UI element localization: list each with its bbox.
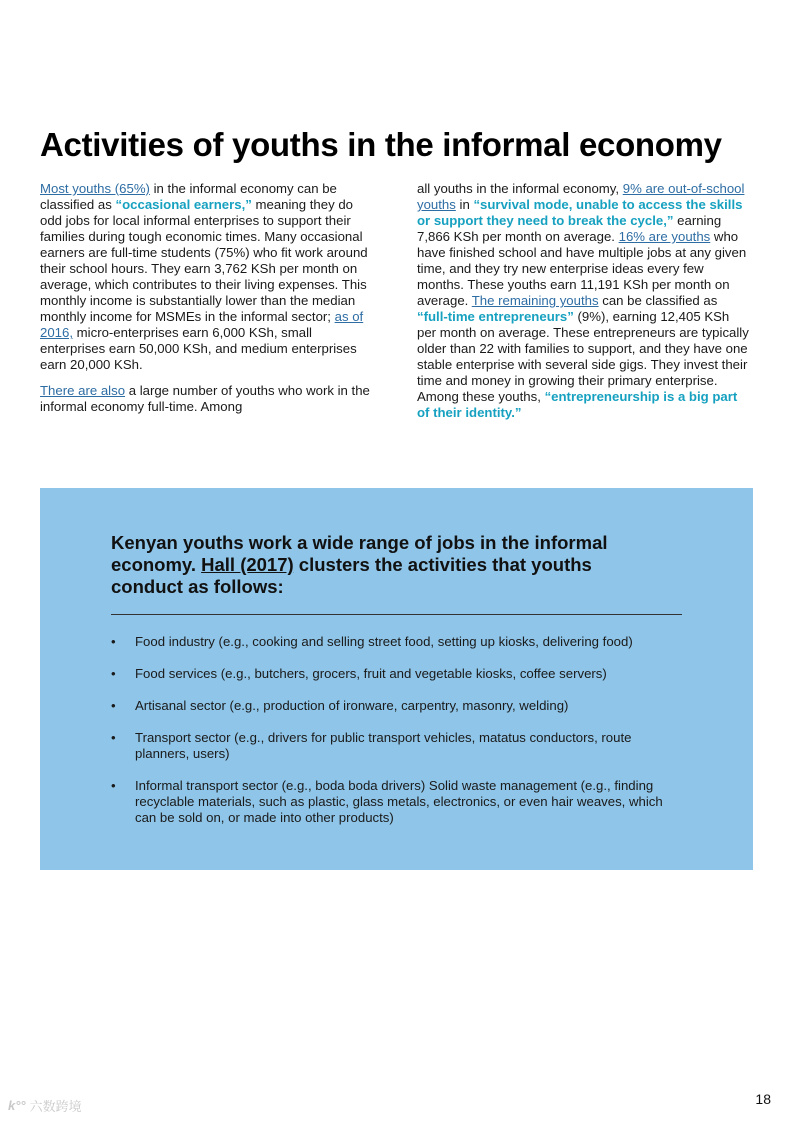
link-most-youths[interactable]: Most youths (65%): [40, 181, 150, 196]
list-item-text: Informal transport sector (e.g., boda boda drivers) Solid waste management (e.g., finding recyclable materials, such as plastic, glass metals, electronics, or even hair weaves, which can be sold on, or made into other products): [135, 778, 663, 825]
link-as-of-2016[interactable]: as of 2016,: [40, 309, 364, 340]
text: Kenyan youths work a wide range of jobs in the informal economy.: [111, 532, 608, 575]
paragraph-full-time: [40, 383, 375, 415]
list-item-text: Food services (e.g., butchers, grocers, fruit and vegetable kiosks, coffee servers): [135, 666, 607, 681]
list-item: [111, 730, 686, 762]
text: clusters the activities that youths conduct as follows:: [111, 554, 592, 597]
bullet: •: [111, 666, 116, 681]
page-title: Activities of youths in the informal economy: [40, 126, 722, 163]
highlight-identity: “entrepreneurship is a big part of their identity.”: [417, 389, 738, 420]
bullet: •: [111, 698, 116, 713]
watermark-logo-icon: k°°: [8, 1098, 26, 1113]
highlight-survival-mode: “survival mode, unable to access the skills or support they need to break the cycle,”: [417, 197, 743, 228]
activities-list: [111, 634, 686, 842]
bullet: •: [111, 778, 116, 793]
list-item-text: Transport sector (e.g., drivers for public transport vehicles, matatus conductors, route planners, users): [135, 730, 632, 761]
list-item-text: Food industry (e.g., cooking and selling street food, setting up kiosks, delivering food): [135, 634, 633, 649]
paragraph-occasional-earners: [40, 181, 375, 373]
list-item-text: Artisanal sector (e.g., production of ironware, carpentry, masonry, welding): [135, 698, 569, 713]
text: can be classified as: [598, 293, 718, 308]
link-there-are-also[interactable]: There are also: [40, 383, 126, 398]
highlight-occasional-earners: “occasional earners,”: [115, 197, 252, 212]
activities-callout-box: [40, 488, 753, 870]
right-column: [417, 181, 749, 431]
watermark: [8, 1096, 82, 1115]
text: micro-enterprises earn 6,000 KSh, small enterprises earn 50,000 KSh, and medium enterprises earn 20,000 KSh.: [40, 325, 357, 372]
divider: [111, 614, 682, 615]
bullet: •: [111, 730, 116, 745]
bullet: •: [111, 634, 116, 649]
link-16-percent-youths[interactable]: 16% are youths: [618, 229, 711, 244]
left-column: [40, 181, 375, 425]
page-number: 18: [755, 1091, 771, 1107]
text: earning 7,866 KSh per month on average.: [417, 213, 722, 244]
list-item: [111, 634, 686, 650]
text: in: [455, 197, 474, 212]
link-hall-2017[interactable]: Hall (2017): [201, 554, 294, 575]
paragraph-youth-groups: [417, 181, 749, 421]
text: in the informal economy can be classified as: [40, 181, 337, 212]
callout-heading: [111, 532, 651, 598]
list-item: [111, 666, 686, 682]
watermark-text: 六数跨境: [29, 1099, 82, 1114]
highlight-full-time-entrepreneurs: “full-time entrepreneurs”: [417, 309, 574, 324]
link-out-of-school-youths[interactable]: 9% are out-of-school youths: [417, 181, 745, 212]
text: who have finished school and have multiple jobs at any given time, and they try new enterprise ideas every few months. These youths earn 11,191 KSh per month on average.: [417, 229, 747, 308]
link-remaining-youths[interactable]: The remaining youths: [471, 293, 599, 308]
list-item: [111, 778, 686, 826]
text: meaning they do odd jobs for local informal enterprises to support their families during tough economic times. Many occasional earners are full-time students (75%) who fit work around their school hours. They earn 3,762 KSh per month on average, which contributes to their living expenses. This monthly income is substantially lower than the median monthly income for MSMEs in the informal sector;: [40, 197, 368, 324]
text: a large number of youths who work in the informal economy full-time. Among: [40, 383, 370, 414]
list-item: [111, 698, 686, 714]
text: (9%), earning 12,405 KSh per month on average. These entrepreneurs are typically older than 22 with families to support, and they have one stable enterprise with several side gigs. They invest their time and money in growing their primary enterprise. Among these youths,: [417, 309, 749, 404]
text: all youths in the informal economy,: [417, 181, 623, 196]
